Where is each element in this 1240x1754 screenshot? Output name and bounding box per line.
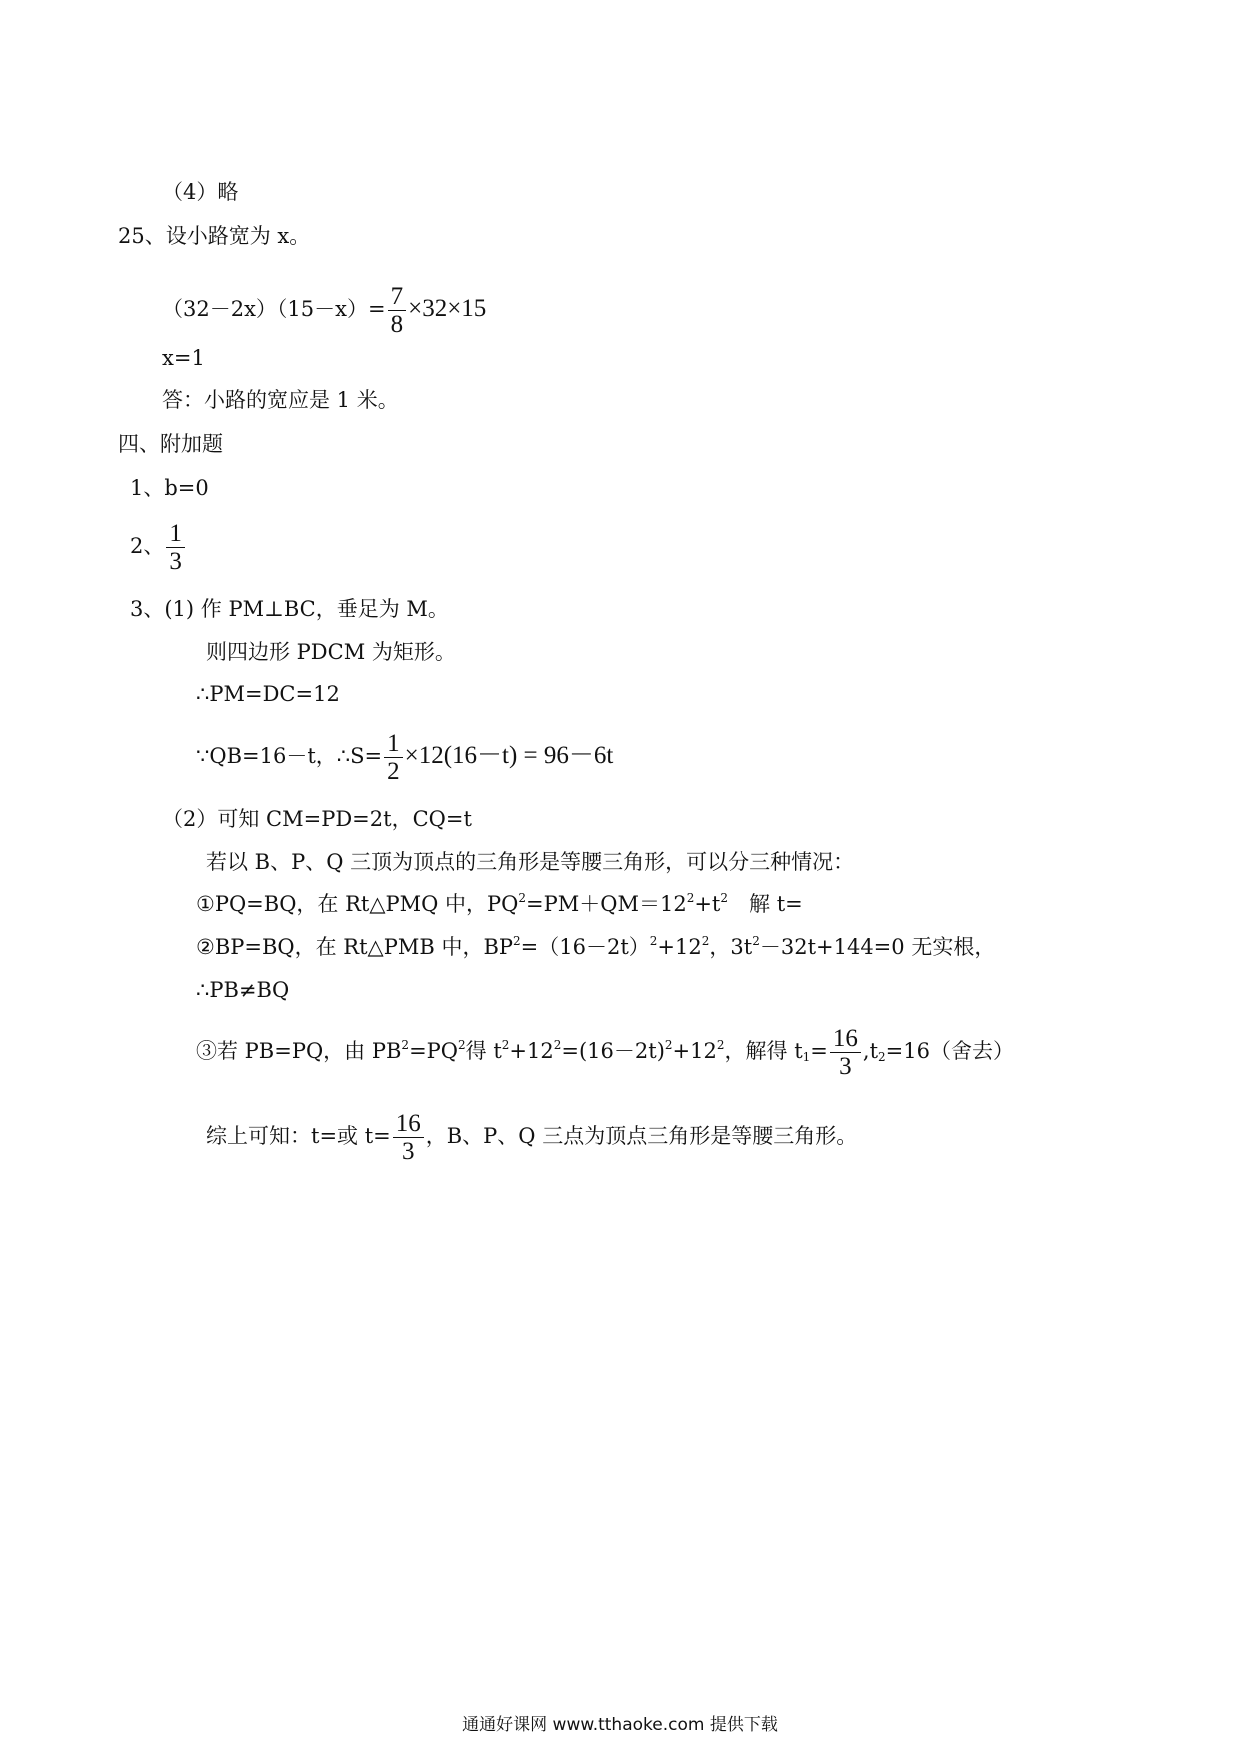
case-3-e: =(16－2t) — [561, 1039, 665, 1063]
case-1 — [196, 890, 803, 918]
answer-3-pm: ∴PM=DC=12 — [196, 682, 340, 706]
q25-fraction — [388, 283, 407, 338]
case-2-c: +12 — [657, 935, 702, 959]
case-2-a: ②BP=BQ，在 Rt△PMB 中，BP — [196, 935, 514, 959]
case-2-b: =（16－2t） — [520, 935, 650, 959]
case-2 — [196, 933, 995, 961]
q25-solution: x=1 — [162, 346, 205, 370]
case-1-d: 解 t= — [728, 892, 803, 916]
sup: 2 — [401, 1038, 410, 1052]
case-1-a: ①PQ=BQ，在 Rt△PMQ 中，PQ — [196, 892, 519, 916]
sup: 2 — [553, 1038, 562, 1052]
sup: 2 — [518, 891, 527, 905]
sub: 1 — [802, 1050, 811, 1064]
sup: 2 — [664, 1038, 673, 1052]
q24-item4: （4）略 — [162, 180, 239, 204]
answer-2-num: 1 — [166, 520, 185, 548]
summary — [206, 1110, 857, 1165]
sup: 2 — [716, 1038, 725, 1052]
sub: 2 — [878, 1050, 886, 1064]
case-1-c: +t — [694, 892, 721, 916]
case-3-c: 得 t — [465, 1039, 502, 1063]
area-frac-num: 1 — [384, 730, 403, 758]
sup: 2 — [701, 934, 710, 948]
case-3-g: ，解得 t — [724, 1039, 803, 1063]
case-3-fraction — [830, 1025, 861, 1080]
answer-2-den: 3 — [169, 548, 182, 575]
q25-frac-den: 8 — [390, 311, 404, 338]
case-3 — [196, 1025, 1014, 1080]
q25-eq-right: ×32×15 — [408, 295, 487, 322]
answer-3-part2: （2）可知 CM=PD=2t，CQ=t — [162, 807, 472, 831]
case-3-frac-num: 16 — [830, 1025, 861, 1053]
answer-3-cases-intro: 若以 B、P、Q 三顶为顶点的三角形是等腰三角形，可以分三种情况： — [206, 850, 855, 874]
sup: 2 — [458, 1038, 466, 1052]
area-post: ×12(16－t) = 96－6t — [404, 742, 614, 769]
answer-2-label: 2、 — [130, 534, 165, 558]
sup: 2 — [513, 934, 521, 948]
summary-frac-den: 3 — [402, 1138, 415, 1165]
sup: 2 — [501, 1038, 510, 1052]
sup: 2 — [649, 934, 658, 948]
extra-answer-1: 1、b=0 — [130, 476, 209, 500]
case-3-b: =PQ — [409, 1039, 459, 1063]
q25-eq-left: （32－2x）（15－x）= — [162, 297, 386, 321]
answer-2-fraction — [166, 520, 185, 575]
q25-frac-num: 7 — [388, 283, 407, 311]
extra-answer-2 — [130, 520, 187, 575]
summary-a: 综上可知：t=或 t= — [206, 1124, 391, 1148]
case-3-frac-den: 3 — [839, 1053, 852, 1080]
case-2-d: ，3t — [709, 935, 753, 959]
summary-b: ，B、P、Q 三点为顶点三角形是等腰三角形。 — [425, 1124, 858, 1148]
area-frac-den: 2 — [387, 758, 400, 785]
area-fraction — [384, 730, 403, 785]
extra-answer-3-part1: 3、(1) 作 PM⊥BC，垂足为 M。 — [130, 597, 449, 621]
sup: 2 — [686, 891, 695, 905]
case-1-b: =PM＋QM＝12 — [526, 892, 687, 916]
q25-answer: 答：小路的宽应是 1 米。 — [162, 388, 399, 412]
case-2-conclusion: ∴PB≠BQ — [196, 978, 290, 1002]
page-footer: 通通好课网 www.tthaoke.com 提供下载 — [462, 1715, 778, 1735]
case-3-i: ,t — [862, 1039, 879, 1063]
area-pre: ∵QB=16－t，∴S= — [196, 744, 383, 768]
case-3-d: +12 — [509, 1039, 554, 1063]
answer-3-area — [196, 730, 613, 785]
case-3-j: =16（舍去） — [885, 1039, 1014, 1063]
section-heading: 四、附加题 — [118, 432, 223, 456]
summary-frac-num: 16 — [393, 1110, 424, 1138]
sup: 2 — [752, 934, 760, 948]
q25-equation — [162, 283, 486, 338]
answer-3-rectangle: 则四边形 PDCM 为矩形。 — [206, 640, 456, 664]
case-2-e: －32t+144=0 无实根， — [759, 935, 996, 959]
sup: 2 — [720, 891, 729, 905]
q25-heading: 25、设小路宽为 x。 — [118, 224, 311, 248]
summary-fraction — [393, 1110, 424, 1165]
case-3-a: ③若 PB=PQ，由 PB — [196, 1039, 402, 1063]
case-3-h: = — [810, 1039, 828, 1063]
case-3-f: +12 — [672, 1039, 717, 1063]
